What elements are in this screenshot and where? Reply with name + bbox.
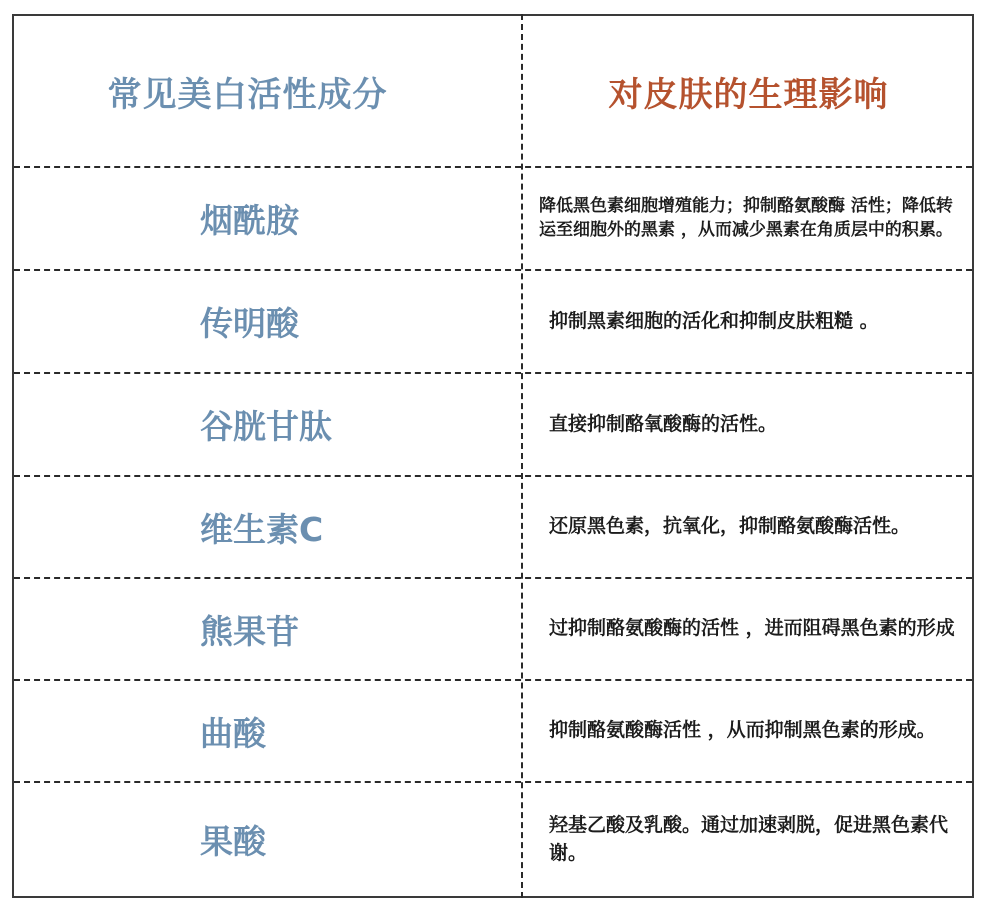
header-effects	[523, 16, 974, 166]
ingredient-name: 曲酸	[200, 713, 266, 753]
table-row-effect	[523, 168, 974, 269]
table-row-ingredient	[14, 681, 521, 781]
header-ingredients-label: 常见美白活性成分	[107, 74, 388, 115]
table-row-ingredient	[14, 374, 521, 475]
header-ingredients	[14, 16, 521, 166]
ingredient-name: 果酸	[200, 822, 266, 861]
effect-text: 抑制酪氨酸酶活性 ，从而抑制黑色素的形成。	[549, 719, 936, 742]
ingredient-name: 熊果苷	[200, 611, 299, 651]
table-row-effect	[523, 477, 974, 577]
table-row-effect	[523, 271, 974, 372]
table-row-effect	[523, 681, 974, 781]
table-row-effect	[523, 374, 974, 475]
ingredients-table	[12, 14, 974, 898]
effect-text: 过抑制酪氨酸酶的活性 ，进而阻碍黑色素的形成	[549, 617, 955, 640]
table-row-ingredient	[14, 271, 521, 372]
table-row-ingredient	[14, 168, 521, 269]
header-effects-label: 对皮肤的生理影响	[608, 74, 889, 115]
table-row-effect	[523, 783, 974, 896]
effect-text: 抑制黑素细胞的活化和抑制皮肤粗糙 。	[549, 309, 879, 332]
table-row-effect	[523, 579, 974, 679]
ingredient-name: 烟酰胺	[200, 201, 299, 240]
effect-text: 降低黑色素细胞增殖能力；抑制酪氨酸酶 活性；降低转运至细胞外的黑素 ，从而减少黑素在角质层中的积累。	[539, 195, 953, 240]
effect-text: 羟基乙酸及乳酸。通过加速剥脱，促进黑色素代谢。	[549, 813, 949, 864]
table-row-ingredient	[14, 477, 521, 577]
ingredient-name: 传明酸	[200, 304, 299, 343]
table-row-ingredient	[14, 783, 521, 896]
ingredient-name: 谷胱甘肽	[200, 407, 332, 446]
ingredient-name: 维生素C	[200, 509, 324, 549]
effect-text: 还原黑色素，抗氧化，抑制酪氨酸酶活性。	[549, 515, 911, 538]
effect-text: 直接抑制酪氧酸酶的活性。	[549, 412, 778, 435]
table-row-ingredient	[14, 579, 521, 679]
